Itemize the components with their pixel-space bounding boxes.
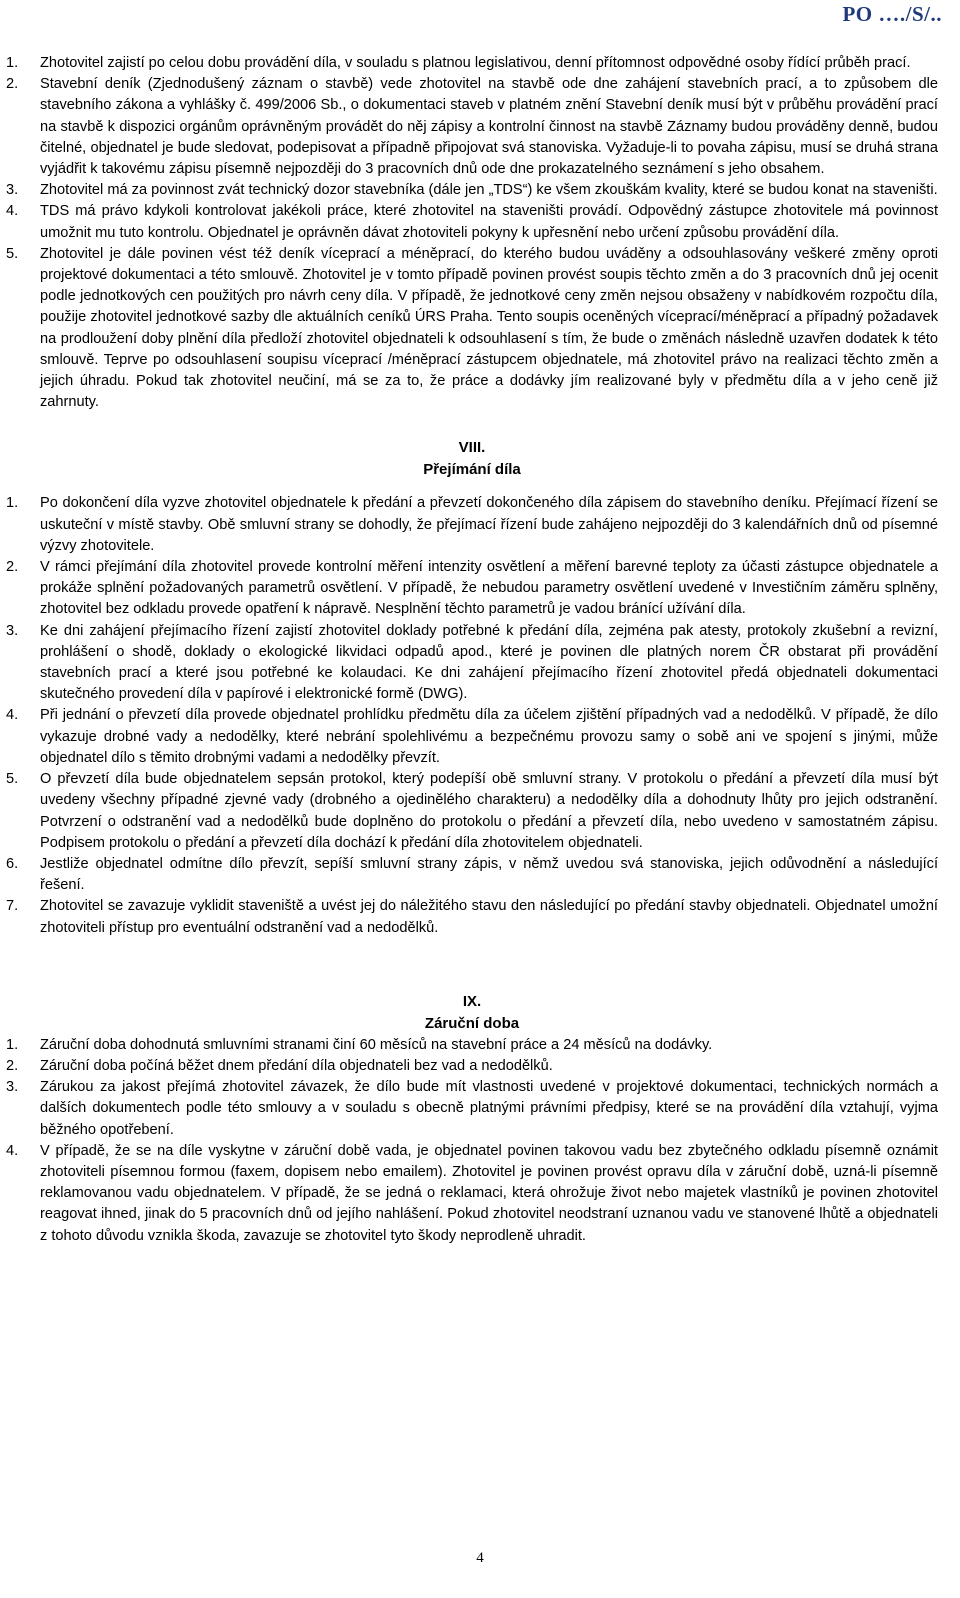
item-number: 1. [6,1036,19,1053]
item-text: Záruční doba dohodnutá smluvními stranami činí 60 měsíců na stavební práce a 24 měsíců na dodávky. [40,1036,713,1053]
item-text: Zhotovitel zajistí po celou dobu provádění díla, v souladu s platnou legislativou, denní přítomnost odpovědné osoby řídící průběh prací. [40,55,911,71]
list-item [6,493,938,557]
item-text: Stavební deník (Zjednodušený záznam o stavbě) vede zhotovitel na stavbě ode dne zahájení stavebních prací, a to způsobem dle stavebního zákona a vyhlášky č. 499/2006 Sb., o dokumentaci staveb v platném znění Stavební deník musí být v průběhu provádění prací na stavbě k dispozici orgánům oprávněným provádět do něj zápisy a kontrolní činnost na stavbě Záznamy budou prováděny denně, budou čitelné, objednatel je bude sledovat, podepisovat a případně připojovat svá stanoviska. Vyžaduje-li to povaha zápisu, musí se druhá strana vyjádřit k takovému zápisu písemně nejpozději do 3 pracovních dnů ode dne prokazatelného seznámení s jeho obsahem. [40,76,938,178]
list-item [6,74,938,180]
item-number: 2. [6,559,19,576]
item-text: TDS má právo kdykoli kontrolovat jakékoli práce, které zhotovitel na staveništi provádí. Odpovědný zástupce zhotovitele má povinnost umožnit mu tuto kontrolu. Objednatel je oprávněn dávat zhotoviteli pokyny k upřesnění nebo určení způsobu provádění díla. [40,203,938,241]
item-number: 5. [6,771,19,788]
list-item [6,53,938,74]
section-viii-heading [6,437,938,481]
document-code: PO …./S/.. [842,2,942,26]
item-text: V případě, že se na díle vyskytne v záruční době vada, je objednatel povinen takovou vadu bez zbytečného odkladu písemně oznámit zhotoviteli písemnou formou (faxem, dopisem nebo emailem). Zhotovitel je povinen provést opravu díla v záruční době, uzná-li písemně reklamovanou vadu objednatelem. V případě, že se jedná o reklamaci, která ohrožuje život nebo majetek vlastníků je povinen zhotovitel reagovat ihned, jinak do 5 pracovních dnů od jejího nahlášení. Pokud zhotovitel neodstraní uznanou vadu ve stanovené lhůtě a objednateli z tohoto důvodu vznikla škoda, zavazuje se zhotovitel tyto škody neprodleně uhradit. [40,1142,938,1244]
item-number: 4. [6,1142,19,1159]
section-vii-list [6,53,938,413]
list-item [6,1035,938,1056]
item-number: 2. [6,1057,19,1074]
section-viii-list [6,493,938,938]
section-number: IX. [462,992,482,1010]
section-ix-list [6,1035,938,1247]
list-item [6,1077,938,1141]
list-item [6,705,938,769]
item-text: Zárukou za jakost přejímá zhotovitel závazek, že dílo bude mít vlastnosti uvedené v projektové dokumentaci, technických normách a dalších dokumentech podle této smlouvy a v souladu s obecně platnými právními předpisy, které se na provádění díla vztahují, vyjma běžného opotřebení. [40,1079,938,1138]
item-text: Zhotovitel se zavazuje vyklidit staveniště a uvést jej do náležitého stavu den následující po předání stavby objednateli. Objednatel umožní zhotoviteli přístup pro eventuální odstranění vad a nedodělků. [40,898,938,936]
list-item [6,201,938,243]
list-item [6,621,938,706]
list-item [6,180,938,201]
item-text: Jestliže objednatel odmítne dílo převzít, sepíší smluvní strany zápis, v němž uvedou svá stanoviska, jejich odůvodnění a následující řešení. [40,855,938,894]
item-text: Zhotovitel má za povinnost zvát technický dozor stavebníka (dále jen „TDS“) ke všem zkouškám kvality, které se budou konat na staveništi. [40,182,938,199]
list-item [6,1056,938,1077]
list-item [6,854,938,896]
section-title: Záruční doba [424,1014,520,1032]
section-number: VIII. [458,439,486,457]
item-text: Při jednání o převzetí díla provede objednatel prohlídku předmětu díla za účelem zjištění případných vad a nedodělků. V případě, že dílo vykazuje drobné vady a nedodělky, které nebrání spolehlivému a bezpečnému provozu samy o sobě ani ve spojení s jinými, může objednatel dílo s těmito drobnými vadami a nedodělky převzít. [40,707,938,766]
item-number: 1. [6,495,19,512]
item-text: Po dokončení díla vyzve zhotovitel objednatele k předání a převzetí dokončeného díla zápisem do stavebního deníku. Přejímací řízení se uskuteční v místě stavby. Obě smluvní strany se dohodly, že přejímací řízení bude zahájeno nejpozději do 3 kalendářních dnů od písemné výzvy zhotovitele. [40,495,938,554]
item-text: Záruční doba počíná běžet dnem předání díla objednateli bez vad a nedodělků. [40,1057,553,1074]
list-item [6,557,938,621]
list-item [6,244,938,414]
document-body [6,53,938,1247]
item-text: Ke dni zahájení přejímacího řízení zajistí zhotovitel doklady potřebné k předání díla, zejména pak atesty, protokoly zkušební a revizní, prohlášení o shodě, doklady o ekologické likvidaci odpadů apod., které je povinen dle platných norem ČR obstarat při provádění stavebních prací a které jsou potřebné ke kolaudaci. Ke dni zahájení přejímacího řízení zhotovitel předá objednateli dokumentaci skutečného provedení díla v papírové i elektronické formě (DWG). [40,622,938,703]
item-number: 3. [6,182,19,199]
item-number: 3. [6,622,19,639]
list-item [6,769,938,854]
item-number: 6. [6,855,19,872]
item-number: 4. [6,707,19,724]
item-number: 7. [6,898,19,915]
page-number: 4 [476,1550,484,1566]
item-text: V rámci přejímání díla zhotovitel provede kontrolní měření intenzity osvětlení a měření barevné teploty za účasti zástupce objednatele a prokáže splnění požadovaných parametrů osvětlení. V případě, že nebudou parametry osvětlení uvedené v Investičním záměru splněny, zhotovitel bez odkladu provede opatření k nápravě. Nesplnění těchto parametrů je vadou bránící užívání díla. [40,559,938,618]
item-number: 5. [6,245,19,262]
item-number: 2. [6,76,19,93]
list-item [6,896,938,938]
list-item [6,1141,938,1247]
section-title: Přejímání díla [423,461,521,479]
section-ix-heading [6,991,938,1035]
item-number: 4. [6,203,19,220]
item-number: 3. [6,1079,19,1096]
item-number: 1. [6,55,19,71]
item-text: Zhotovitel je dále povinen vést též deník víceprací a méněprací, do kterého budou uváděny a odsouhlasovány veškeré změny oproti projektové dokumentaci a této smlouvě. Zhotovitel je v tomto případě povinen provést soupis těchto změn a do 3 pracovních dnů jej ocenit podle jednotkových cen použitých pro návrh ceny díla. V případě, že jednotkové ceny změn nejsou obsaženy v nabídkovém rozpočtu díla, použije zhotovitel jednotkové sazby dle aktuálních ceníků ÚRS Praha. Tento soupis oceněných víceprací/méněprací a případný požadavek na prodloužení doby plnění díla předloží zhotovitel objednateli k odsouhlasení s tím, že bude o změnách následně uzavřen dodatek k této smlouvě. Teprve po odsouhlasení soupisu víceprací /méněprací zástupcem objednatele, má zhotovitel právo na realizaci těchto změn a jejich úhradu. Pokud tak zhotovitel neučiní, má se za to, že práce a dodávky jím realizované byly v předmětu díla a v jeho ceně již zahrnuty. [40,245,938,411]
item-text: O převzetí díla bude objednatelem sepsán protokol, který podepíší obě smluvní strany. V protokolu o předání a převzetí díla musí být uvedeny všechny případné zjevné vady (drobného a ojedinělého charakteru) a nedodělky díla a dohodnuty lhůty pro jejich odstranění. Potvrzení o odstranění vad a nedodělků bude doplněno do protokolu o předání a převzetí díla, nebo uvedeno v samostatném zápisu. Podpisem protokolu o předání a převzetí díla dochází k předání díla zhotovitelem objednateli. [40,771,938,851]
